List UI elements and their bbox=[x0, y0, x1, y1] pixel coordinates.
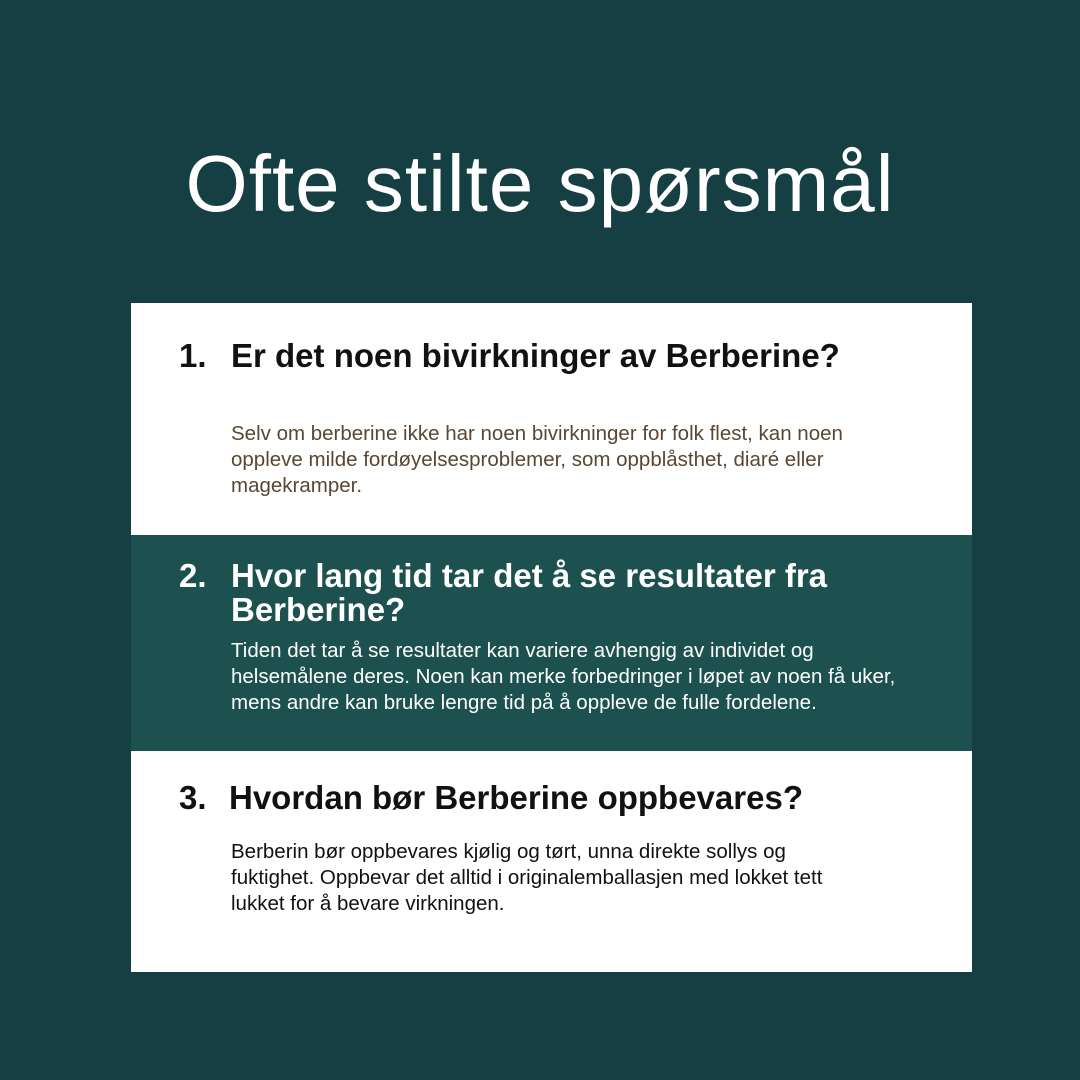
faq-number: 1. bbox=[179, 337, 207, 374]
faq-number: 3. bbox=[179, 779, 207, 816]
faq-answer: Selv om berberine ikke har noen bivirkninger for folk flest, kan noen oppleve milde fordøyelsesproblemer, som oppblåsthet, diaré eller magekramper. bbox=[231, 422, 843, 497]
faq-item-2 bbox=[131, 535, 972, 751]
faq-question bbox=[179, 337, 840, 375]
faq-answer: Tiden det tar å se resultater kan variere avhengig av individet og helsemålene deres. Noen kan merke forbedringer i løpet av noen få uker, mens andre kan bruke lengre tid på å oppleve de fulle fordelene. bbox=[231, 639, 896, 714]
faq-number: 2. bbox=[179, 557, 207, 594]
faq-question-text: Hvor lang tid tar det å se resultater fra Berberine? bbox=[231, 557, 828, 628]
page-title: Ofte stilte spørsmål bbox=[185, 139, 895, 228]
faq-item-1 bbox=[131, 303, 972, 535]
faq-question bbox=[179, 559, 911, 627]
faq-question bbox=[179, 779, 803, 817]
faq-answer: Berberin bør oppbevares kjølig og tørt, unna direkte sollys og fuktighet. Oppbevar det alltid i originalemballasjen med lokket tett lukket for å bevare virkningen. bbox=[231, 840, 823, 915]
faq-question-text: Er det noen bivirkninger av Berberine? bbox=[231, 337, 840, 374]
faq-question-text: Hvordan bør Berberine oppbevares? bbox=[229, 779, 803, 816]
faq-item-3 bbox=[131, 751, 972, 972]
